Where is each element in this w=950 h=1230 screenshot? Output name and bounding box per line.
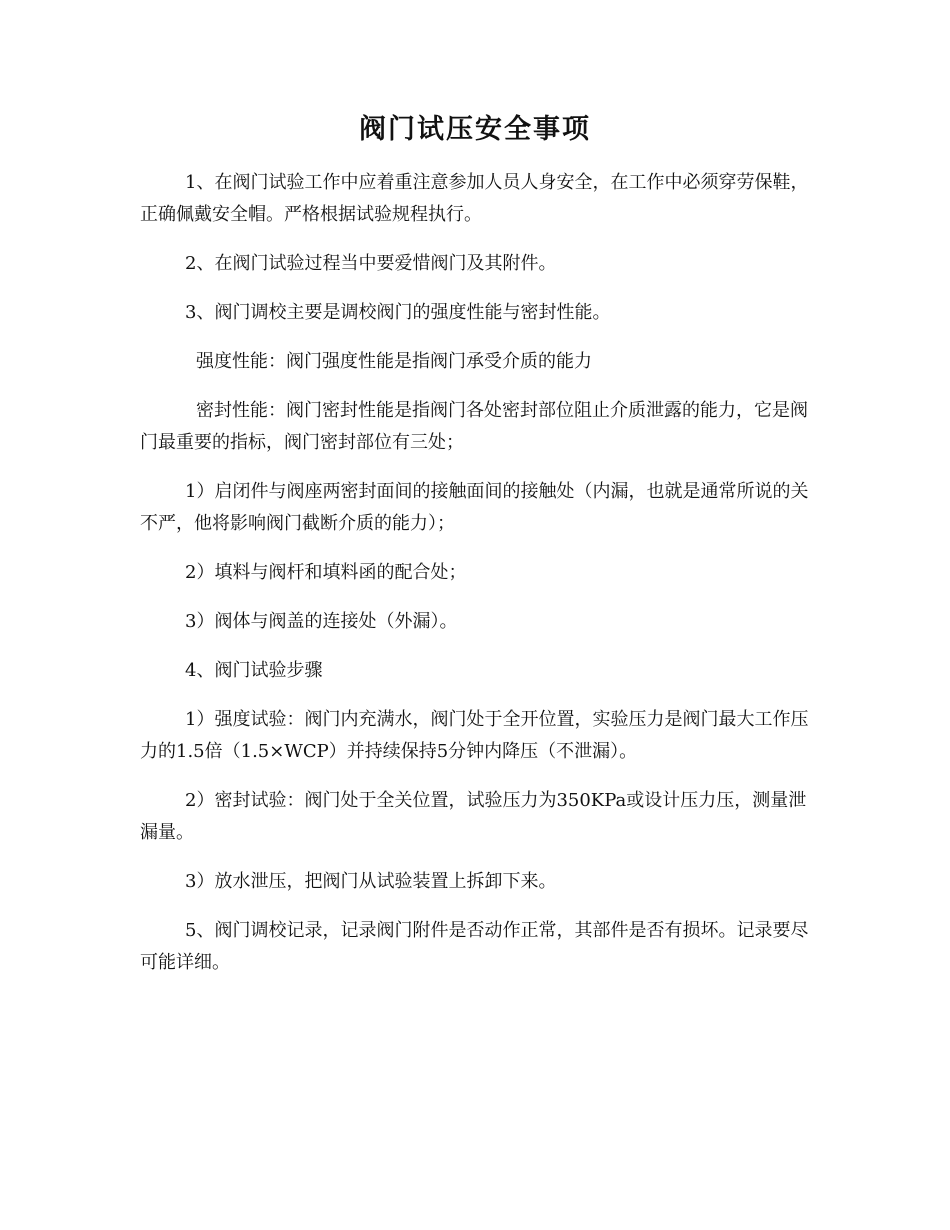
paragraph-strength-test: 1）强度试验：阀门内充满水，阀门处于全开位置，实验压力是阀门最大工作压力的1.5倍（1.5×WCP）并持续保持5分钟内降压（不泄漏）。	[140, 709, 809, 762]
paragraph-protect-valve: 2、在阀门试验过程当中要爱惜阀门及其附件。	[185, 253, 557, 274]
document-title: 阀门试压安全事项	[359, 114, 591, 145]
paragraph-safety: 1、在阀门试验工作中应着重注意参加人员人身安全，在工作中必须穿劳保鞋，正确佩戴安全帽。严格根据试验规程执行。	[140, 172, 809, 225]
paragraph-calibration: 3、阀门调校主要是调校阀门的强度性能与密封性能。	[185, 302, 611, 323]
paragraph-record: 5、阀门调校记录，记录阀门附件是否动作正常，其部件是否有损坏。记录要尽可能详细。	[140, 920, 809, 973]
paragraph-strength-definition: 强度性能：阀门强度性能是指阀门承受介质的能力	[196, 351, 592, 372]
paragraph-drain: 3）放水泄压，把阀门从试验装置上拆卸下来。	[185, 871, 557, 892]
paragraph-test-steps: 4、阀门试验步骤	[185, 660, 323, 681]
paragraph-seal-test: 2）密封试验：阀门处于全关位置，试验压力为350KPa或设计压力压，测量泄漏量。	[140, 790, 807, 843]
document-body	[140, 167, 812, 996]
paragraph-seal-definition: 密封性能：阀门密封性能是指阀门各处密封部位阻止介质泄露的能力，它是阀门最重要的指标，阀门密封部位有三处；	[140, 400, 808, 453]
paragraph-seal-point-2: 2）填料与阀杆和填料函的配合处；	[185, 562, 467, 583]
paragraph-seal-point-3: 3）阀体与阀盖的连接处（外漏）。	[185, 611, 458, 632]
paragraph-seal-point-1: 1）启闭件与阀座两密封面间的接触面间的接触处（内漏，也就是通常所说的关不严，他将影响阀门截断介质的能力）；	[140, 481, 809, 534]
